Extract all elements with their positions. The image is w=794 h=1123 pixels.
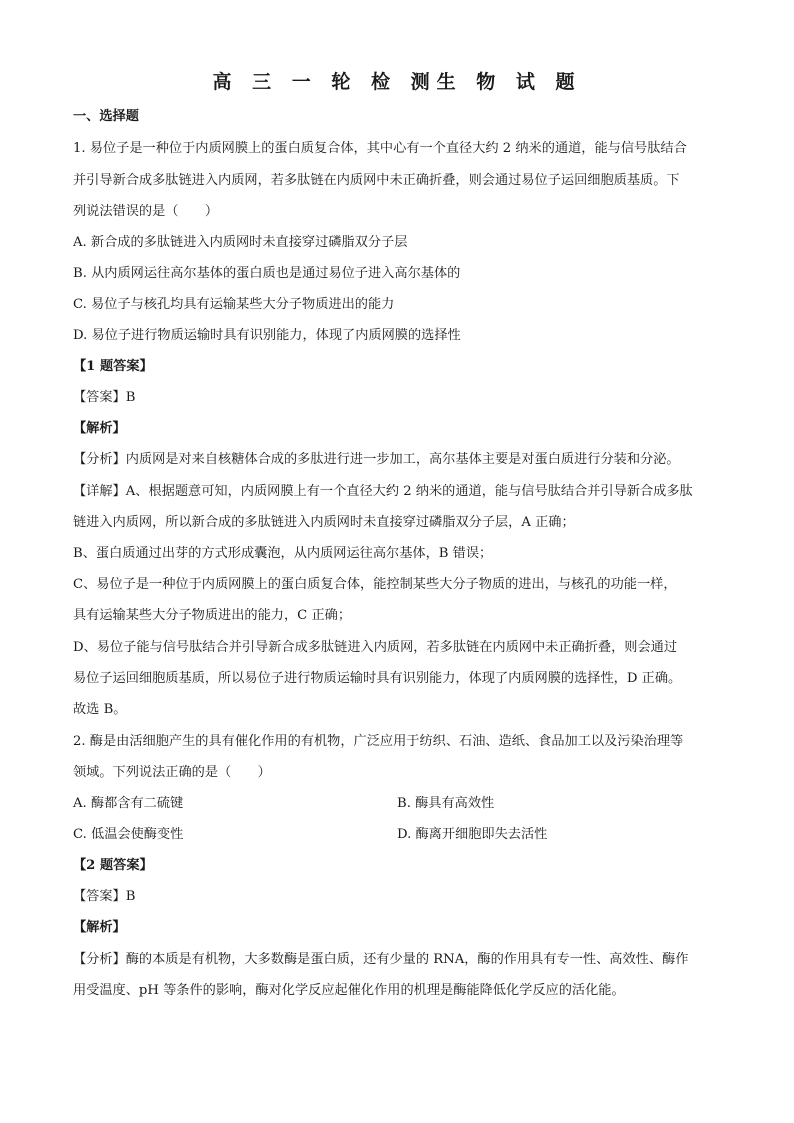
q1-stem-line-1: 1. 易位子是一种位于内质网膜上的蛋白质复合体，其中心有一个直径大约 2 纳米的通道，能与信号肽结合 xyxy=(73,141,687,156)
page-title: 高 三 一 轮 检 测生 物 试 题 xyxy=(212,71,582,93)
q1-stem-line-2: 并引导新合成多肽链进入内质网，若多肽链在内质网中未正确折叠，则会通过易位子运回细胞质基质。下 xyxy=(73,173,680,188)
q1-answer: 【答案】B xyxy=(73,390,136,405)
q1-detail-line-1: 【详解】A、根据题意可知，内质网膜上有一个直径大约 2 纳米的通道，能与信号肽结合并引导新合成多肽 xyxy=(73,484,693,499)
q1-detail-line-2: 链进入内质网，所以新合成的多肽链进入内质网时未直接穿过磷脂双分子层，A 正确； xyxy=(73,515,575,530)
q2-option-b: B. 酶具有高效性 xyxy=(397,796,495,811)
q2-stem-line-2: 领域。下列说法正确的是（ ） xyxy=(73,765,271,780)
q1-detail-line-6: D、易位子能与信号肽结合并引导新合成多肽链进入内质网，若多肽链在内质网中未正确折叠，则会通过 xyxy=(73,640,678,655)
q1-option-d: D. 易位子进行物质运输时具有识别能力，体现了内质网膜的选择性 xyxy=(73,328,461,343)
q1-detail-line-4: C、易位子是一种位于内质网膜上的蛋白质复合体，能控制某些大分子物质的进出，与核孔的功能一样， xyxy=(73,577,677,592)
q2-analysis-heading: 【解析】 xyxy=(73,920,126,935)
q2-answer: 【答案】B xyxy=(73,889,136,904)
q1-analysis-heading: 【解析】 xyxy=(73,421,126,436)
q2-analysis-line-1: 【分析】酶的本质是有机物，大多数酶是蛋白质，还有少量的 RNA，酶的作用具有专一性、高效性、酶作 xyxy=(73,952,689,967)
q1-option-c: C. 易位子与核孔均具有运输某些大分子物质进出的能力 xyxy=(73,297,395,312)
section-heading: 一、选择题 xyxy=(73,109,139,124)
q2-option-a: A. 酶都含有二硫键 xyxy=(73,796,184,811)
q1-option-a: A. 新合成的多肽链进入内质网时未直接穿过磷脂双分子层 xyxy=(73,235,408,250)
q2-stem-line-1: 2. 酶是由活细胞产生的具有催化作用的有机物，广泛应用于纺织、石油、造纸、食品加工以及污染治理等 xyxy=(73,734,684,749)
q2-option-d: D. 酶离开细胞即失去活性 xyxy=(397,827,548,842)
q1-detail-line-8: 故选 B。 xyxy=(73,702,127,717)
q1-stem-line-3: 列说法错误的是（ ） xyxy=(73,204,219,219)
q2-answer-heading: 【2 题答案】 xyxy=(73,858,153,873)
q2-analysis-line-2: 用受温度、pH 等条件的影响，酶对化学反应起催化作用的机理是酶能降低化学反应的活化能。 xyxy=(73,983,625,998)
q1-detail-line-3: B、蛋白质通过出芽的方式形成囊泡，从内质网运往高尔基体，B 错误； xyxy=(73,546,493,561)
q1-answer-heading: 【1 题答案】 xyxy=(73,359,153,374)
q1-analysis: 【分析】内质网是对来自核糖体合成的多肽进行进一步加工，高尔基体主要是对蛋白质进行分装和分泌。 xyxy=(73,452,680,467)
q1-detail-line-5: 具有运输某些大分子物质进出的能力，C 正确； xyxy=(73,608,352,623)
q1-detail-line-7: 易位子运回细胞质基质，所以易位子进行物质运输时具有识别能力，体现了内质网膜的选择性，D 正确。 xyxy=(73,671,682,686)
q1-option-b: B. 从内质网运往高尔基体的蛋白质也是通过易位子进入高尔基体的 xyxy=(73,266,461,281)
q2-option-c: C. 低温会使酶变性 xyxy=(73,827,184,842)
